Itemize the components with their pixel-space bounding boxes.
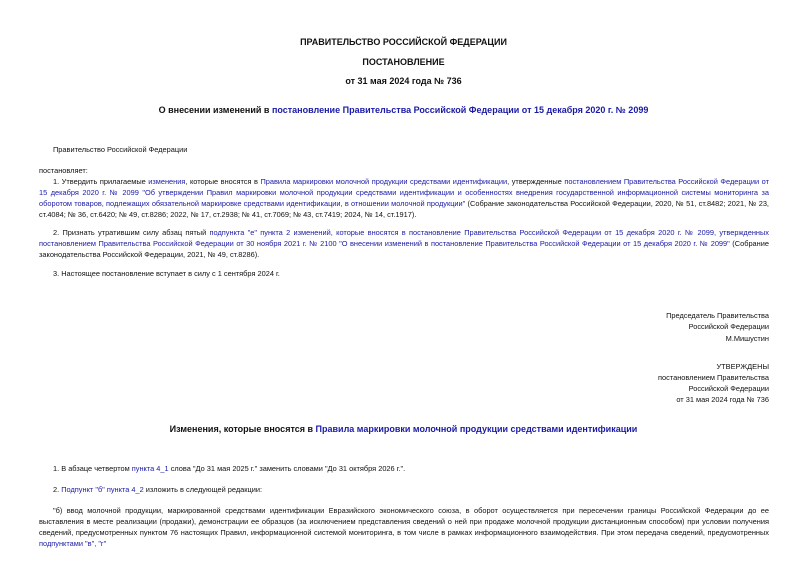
intro-government: Правительство Российской Федерации	[53, 145, 188, 154]
change-1-text-b: слова "До 31 мая 2025 г." заменить словами "До 31 октября 2026 г.".	[168, 464, 406, 473]
header-government: ПРАВИТЕЛЬСТВО РОССИЙСКОЙ ФЕДЕРАЦИИ	[300, 37, 507, 47]
resolution-2099-link[interactable]: постановлением Правительства Российской Федерации от 15 декабря 2020 г. № 2099 "Об утверждении Правил маркировки молочной продукции средствами идентификации и особенностях внедрения государственной информационной системы мониторинга за оборотом товаров, подлежащих обязательной маркировке средствами идентификации, в отношении молочной продукции"	[39, 177, 769, 208]
signature-title: Председатель Правительства	[666, 311, 769, 320]
change-1-text-a: 1. В абзаце четвертом	[53, 464, 132, 473]
approved-heading: УТВЕРЖДЕНЫ	[716, 362, 769, 371]
header-document-type: ПОСТАНОВЛЕНИЕ	[362, 57, 445, 67]
changes-link[interactable]: изменения	[148, 177, 186, 186]
change-quote	[39, 505, 769, 549]
paragraph-1-text-d: (Собрание законодательства Российской Федерации, 2020, № 51, ст.8482; 2021, № 23, ст.4084; № 36, ст.6420; № 49, ст.8286; 2022, № 17, ст.2938; № 41, ст.7069; № 43, ст.7419; 2024, № 14, ст.1917).	[39, 199, 769, 219]
paragraph-2-text-b: (Собрание законодательства Российской Федерации, 2021, № 49, ст.8286).	[39, 239, 769, 259]
change-2-text-a: 2.	[53, 485, 62, 494]
paragraph-1-text-c: , утвержденные	[507, 177, 565, 186]
subparagraph-b-link[interactable]: Подпункт "б" пункта 4_2	[61, 485, 144, 494]
title-resolution-link[interactable]: постановление Правительства Российской Федерации от 15 декабря 2020 г. № 2099	[271, 105, 649, 115]
subparagraph-e-link[interactable]: подпункта "е" пункта 2 изменений, которые вносятся в постановление Правительства Российской Федерации от 15 декабря 2020 г. № 2099, утвержденных постановлением Правительства Российской Федерации от 30 ноября 2021 г. № 2100 "О внесении изменений в постановление Правительства Российской Федерации от 15 декабря 2020 г. № 2099"	[39, 228, 769, 248]
approved-line-3: Российской Федерации	[688, 384, 769, 393]
subparagraphs-v-g-link[interactable]: подпунктами "в", "г"	[39, 539, 107, 548]
paragraph-1	[39, 176, 769, 220]
intro-decides: постановляет:	[39, 166, 88, 175]
approved-date: от 31 мая 2024 года № 736	[676, 395, 769, 404]
document-title	[0, 104, 807, 116]
change-2-text-b: изложить в следующей редакции:	[143, 485, 263, 494]
change-2	[53, 484, 262, 495]
change-quote-text: "б) ввод молочной продукции, маркированной средствами идентификации Евразийского экономического союза, в оборот осуществляется при пересечении границы Российской Федерации до ее выставления в месте реализации (продажи), демонстрации ее образцов (за исключением представления сведений о ней при продаже молочной продукции дистанционным способом) при условии получения сведений, предусмотренных пунктом 76 настоящих Правил, информационной системой мониторинга, в том числе в рамках информационного взаимодействия. При этом передача сведений, предусмотренных	[39, 506, 769, 537]
paragraph-2-text-a: 2. Признать утратившим силу абзац пятый	[53, 228, 210, 237]
signature-country: Российской Федерации	[688, 322, 769, 331]
document-title-prefix: О внесении изменений в	[158, 105, 272, 115]
changes-title	[0, 423, 807, 435]
change-1	[53, 463, 405, 474]
changes-title-prefix: Изменения, которые вносятся в	[169, 424, 316, 434]
changes-rules-link[interactable]: Правила маркировки молочной продукции средствами идентификации	[315, 424, 638, 434]
paragraph-2	[39, 227, 769, 260]
clause-4-1-link[interactable]: пункта 4_1	[131, 464, 169, 473]
signature-name: М.Мишустин	[725, 334, 769, 343]
paragraph-3: 3. Настоящее постановление вступает в силу с 1 сентября 2024 г.	[53, 269, 280, 278]
paragraph-1-text-b: , которые вносятся в	[185, 177, 261, 186]
header-date: от 31 мая 2024 года № 736	[345, 76, 462, 86]
rules-link[interactable]: Правила маркировки молочной продукции средствами идентификации	[260, 177, 508, 186]
approved-line-2: постановлением Правительства	[658, 373, 769, 382]
paragraph-1-text-a: 1. Утвердить прилагаемые	[53, 177, 149, 186]
